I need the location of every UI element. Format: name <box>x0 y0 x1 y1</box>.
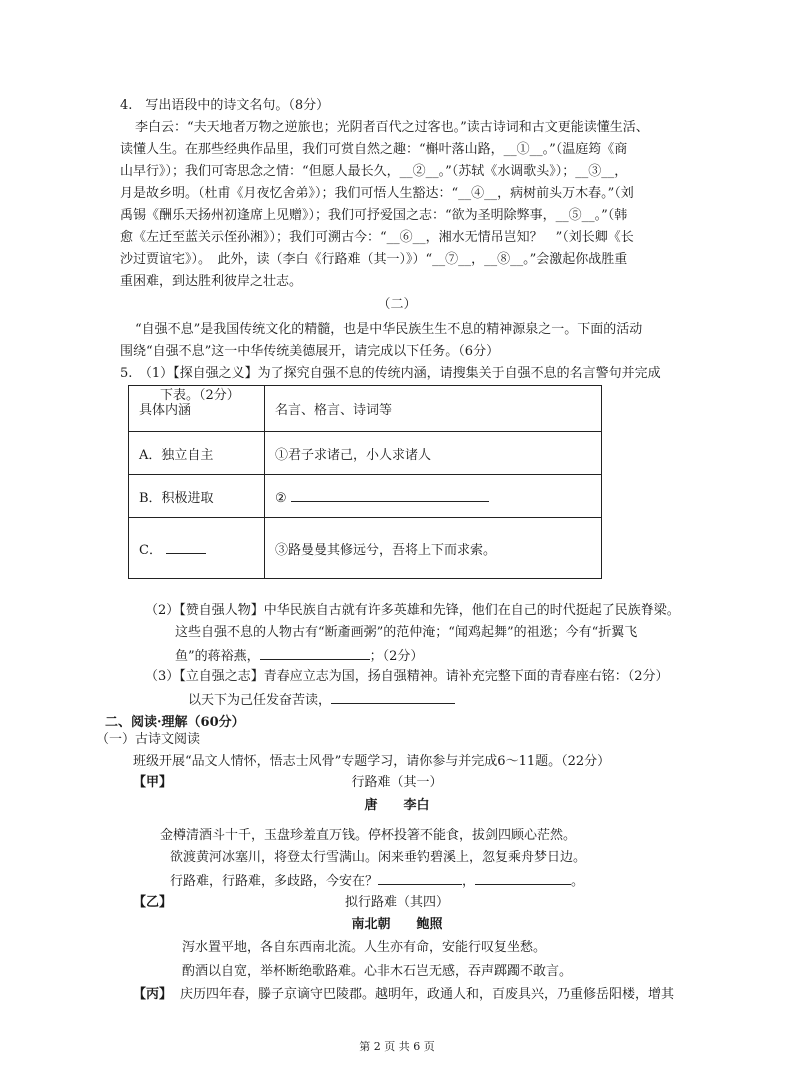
q4-line-7: 沙过贾谊宅》）。 此外，读（李白《行路难（其一）》）“__⑦__，__⑧__。”会激起你战胜重 <box>120 252 628 267</box>
poem1-title: 行路难（其一） <box>351 775 443 790</box>
answer-blank[interactable] <box>378 870 462 885</box>
intro-line-1: “自强不息”是我国传统文化的精髓，也是中华民族生生不息的精神源泉之一。下面的活动 <box>135 322 643 337</box>
section2-intro: 班级开展“品文人情怀，悟志士风骨”专题学习，请你参与并完成6～11题。（22分） <box>133 754 611 769</box>
motto-table <box>128 385 602 579</box>
text3-tag: 【丙】 <box>133 987 173 1002</box>
poem2-line-2: 酌酒以自宽，举杯断绝歌路难。心非木石岂无感，吞声踯躅不敢言。 <box>182 964 573 979</box>
q4-title: 4. 写出语段中的诗文名句。（8分） <box>120 98 330 113</box>
poem1-author: 唐 李白 <box>364 798 430 813</box>
answer-blank[interactable] <box>260 645 370 660</box>
table-row <box>129 432 602 475</box>
poem1-line-3-text: 行路难，行路难，多歧路，今安在？ <box>170 874 379 889</box>
table-cell-label: C． <box>139 542 162 558</box>
q5-sub2-line-2: 这些自强不息的人物古有“断齑画粥”的范仲淹；“闻鸡起舞”的祖逖；今有“折翼飞 <box>175 625 638 640</box>
poem2-line-1: 泻水置平地，各自东西南北流。人生亦有命，安能行叹复坐愁。 <box>182 940 547 955</box>
q5-line-2: 下表。（2分） <box>160 388 240 403</box>
q5-sub3-text: 以天下为己任发奋苦读， <box>188 693 332 708</box>
page-footer: 第 2 页 共 6 页 <box>359 1040 435 1053</box>
answer-blank[interactable] <box>475 870 571 885</box>
q4-line-1: 李白云：“夫天地者万物之逆旅也；光阴者百代之过客也。”读古诗词和古文更能读懂生活、 <box>135 120 649 135</box>
q4-line-2: 读懂人生。在那些经典作品里，我们可赏自然之趣：“槲叶落山路，__①__。”（温庭筠《商 <box>120 142 628 157</box>
table-cell: A．独立自主 <box>129 432 265 475</box>
section2-title: 二、阅读·理解（60分） <box>105 715 245 730</box>
table-header-row <box>129 386 602 432</box>
table-row <box>129 518 602 579</box>
table-row <box>129 475 602 518</box>
poem1-line-1: 金樽清酒斗十千，玉盘珍羞直万钱。停杯投箸不能食，拔剑四顾心茫然。 <box>160 828 577 843</box>
table-cell: ①君子求诸己，小人求诸人 <box>265 432 602 475</box>
q4-line-4: 月是故乡明。（杜甫《月夜忆舍弟》）；我们可悟人生豁达：“__④__，病树前头万木春。”（刘 <box>120 186 634 201</box>
poem1-line-3: 行路难，行路难，多歧路，今安在？ ， 。 <box>170 870 584 892</box>
text3-line: 庆历四年春，滕子京谪守巴陵郡。越明年，政通人和，百废具兴，乃重修岳阳楼，增其 <box>180 987 675 1002</box>
q5-sub3-line-1: （3）【立自强之志】青春应立志为国，扬自强精神。请补充完整下面的青春座右铭：（2分） <box>145 669 669 684</box>
q4-line-5: 禹锡《酬乐天扬州初逢席上见赠》）；我们可抒爱国之志：“欲为圣明除弊事，__⑤__。”（韩 <box>120 208 628 223</box>
table-cell <box>129 518 265 579</box>
table-cell-label: ② <box>275 490 287 506</box>
section2-sub: （一）古诗文阅读 <box>96 732 201 747</box>
table-header-meaning: 具体内涵 <box>129 386 265 432</box>
q5-sub2-text: 鱼”的蒋裕燕， <box>175 649 260 664</box>
poem2-tag: 【乙】 <box>133 895 173 910</box>
part2-heading: （二） <box>377 297 417 312</box>
poem1-line-2: 欲渡黄河冰塞川，将登太行雪满山。闲来垂钓碧溪上，忽复乘舟梦日边。 <box>170 850 587 865</box>
q4-line-8: 重困难，到达胜利彼岸之壮志。 <box>120 274 303 289</box>
table-cell: B．积极进取 <box>129 475 265 518</box>
intro-line-2: 围绕“自强不息”这一中华传统美德展开，请完成以下任务。（6分） <box>120 344 500 359</box>
poem2-title: 拟行路难（其四） <box>344 895 449 910</box>
q4-line-3: 山早行》）；我们可寄思念之情：“但愿人最长久，__②__。”（苏轼《水调歌头》）；__③__， <box>120 164 628 179</box>
q5-line-1: 5. （1）【探自强之义】为了探究自强不息的传统内涵，请搜集关于自强不息的名言警句并完成 <box>120 366 661 381</box>
table-header-quotes: 名言、格言、诗词等 <box>265 386 602 432</box>
answer-blank[interactable] <box>331 689 455 704</box>
table-cell <box>265 475 602 518</box>
poem1-tag: 【甲】 <box>133 775 173 790</box>
q5-sub2-tail: ；（2分） <box>369 649 424 664</box>
answer-blank[interactable] <box>291 487 489 502</box>
q4-line-6: 愈《左迁至蓝关示侄孙湘》）；我们可溯古今：“__⑥__，湘水无情吊岂知？ ”（刘长卿《长 <box>120 230 634 245</box>
table-cell: ③路曼曼其修远兮，吾将上下而求索。 <box>265 518 602 579</box>
answer-blank[interactable] <box>166 539 206 554</box>
q5-sub3-line-2 <box>188 689 455 711</box>
poem2-author: 南北朝 鲍照 <box>351 917 443 932</box>
q5-sub2-line-3 <box>175 645 423 667</box>
q5-sub2-line-1: （2）【赞自强人物】中华民族自古就有许多英雄和先锋，他们在自己的时代挺起了民族脊梁。 <box>145 603 680 618</box>
